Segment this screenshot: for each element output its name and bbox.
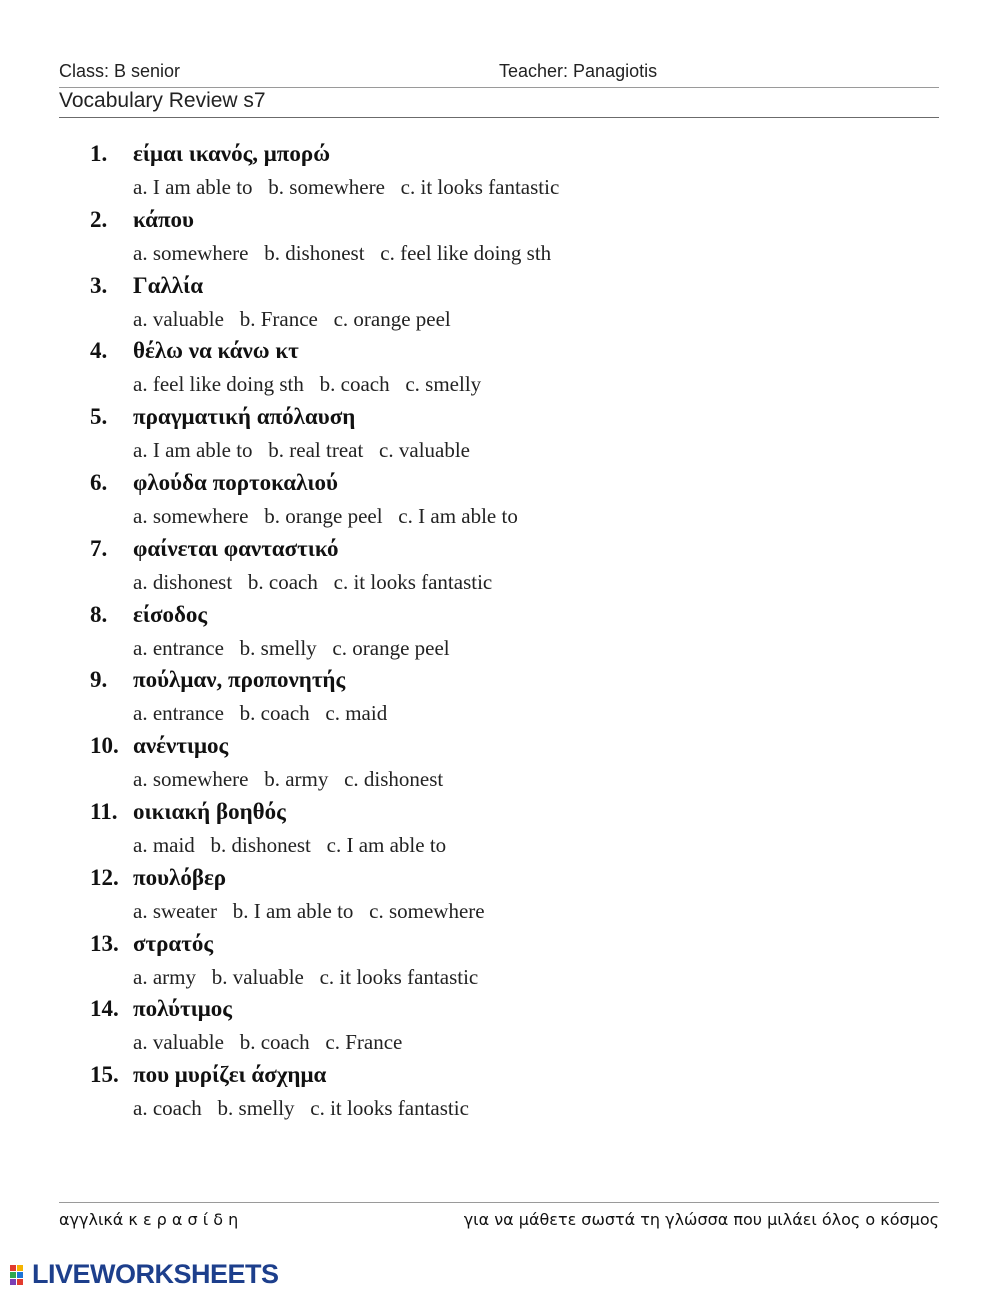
question-prompt: πραγματική απόλαυση xyxy=(133,404,356,430)
question-item xyxy=(90,338,910,404)
question-prompt: κάπου xyxy=(133,206,194,232)
question-prompt: οικιακή βοηθός xyxy=(133,798,286,824)
question-prompt: που μυρίζει άσχημα xyxy=(133,1062,327,1088)
question-item xyxy=(90,996,910,1062)
question-prompt: φαίνεται φανταστικό xyxy=(133,535,339,561)
footer-divider xyxy=(59,1202,939,1203)
question-prompt: είσοδος xyxy=(133,601,208,627)
question-number: 1. xyxy=(90,141,108,166)
logo-blocks-icon xyxy=(10,1263,30,1285)
question-prompt: πολύτιμος xyxy=(133,996,232,1022)
question-number: 9. xyxy=(90,667,108,693)
question-number: 11. xyxy=(90,798,118,824)
class-label: Class: B senior xyxy=(59,61,181,81)
answer-options[interactable]: a. maid b. dishonest c. I am able to xyxy=(133,832,447,857)
answer-options[interactable]: a. somewhere b. orange peel c. I am able to xyxy=(133,503,518,528)
question-prompt: είμαι ικανός, μπορώ xyxy=(133,141,331,166)
question-number: 12. xyxy=(90,864,119,890)
question-number: 2. xyxy=(90,206,108,232)
answer-options[interactable]: a. entrance b. coach c. maid xyxy=(133,701,388,726)
question-item xyxy=(90,931,910,997)
question-number: 5. xyxy=(90,404,108,430)
liveworksheets-logo[interactable] xyxy=(10,1259,279,1289)
question-item xyxy=(90,536,910,602)
answer-options[interactable]: a. coach b. smelly c. it looks fantastic xyxy=(133,1096,469,1121)
question-item xyxy=(90,404,910,470)
header-divider xyxy=(59,87,939,88)
question-number: 8. xyxy=(90,601,108,627)
question-prompt: πούλμαν, προπονητής xyxy=(133,667,346,693)
answer-options[interactable]: a. entrance b. smelly c. orange peel xyxy=(133,635,450,660)
question-number: 6. xyxy=(90,469,108,495)
question-prompt: ανέντιμος xyxy=(133,733,229,759)
question-prompt: θέλω να κάνω κτ xyxy=(133,338,299,364)
question-item xyxy=(90,470,910,536)
question-item xyxy=(90,207,910,273)
question-number: 13. xyxy=(90,930,119,956)
worksheet-header xyxy=(59,61,939,85)
answer-options[interactable]: a. valuable b. France c. orange peel xyxy=(133,306,451,331)
question-prompt: φλούδα πορτοκαλιού xyxy=(133,469,338,495)
question-number: 15. xyxy=(90,1062,119,1088)
question-item xyxy=(90,1062,910,1128)
answer-options[interactable]: a. somewhere b. army c. dishonest xyxy=(133,767,444,792)
question-item xyxy=(90,667,910,733)
question-item xyxy=(90,799,910,865)
footer-left-text: αγγλικά κ ε ρ α σ ί δ η xyxy=(59,1210,239,1229)
question-item xyxy=(90,865,910,931)
question-item xyxy=(90,602,910,668)
answer-options[interactable]: a. valuable b. coach c. France xyxy=(133,1030,403,1055)
question-item xyxy=(90,141,910,207)
answer-options[interactable]: a. army b. valuable c. it looks fantastic xyxy=(133,964,479,989)
question-number: 7. xyxy=(90,535,108,561)
answer-options[interactable]: a. feel like doing sth b. coach c. smelly xyxy=(133,372,482,397)
question-number: 10. xyxy=(90,733,119,759)
worksheet-title: Vocabulary Review s7 xyxy=(59,89,266,112)
teacher-label: Teacher: Panagiotis xyxy=(499,61,658,81)
question-prompt: στρατός xyxy=(133,930,214,956)
question-item xyxy=(90,733,910,799)
answer-options[interactable]: a. I am able to b. somewhere c. it looks fantastic xyxy=(133,175,560,199)
question-prompt: πουλόβερ xyxy=(133,864,227,890)
logo-text: LIVEWORKSHEETS xyxy=(32,1258,279,1289)
question-item xyxy=(90,273,910,339)
answer-options[interactable]: a. I am able to b. real treat c. valuable xyxy=(133,438,471,463)
title-divider xyxy=(59,117,939,118)
question-number: 4. xyxy=(90,338,108,364)
footer-right-text: για να μάθετε σωστά τη γλώσσα που μιλάει όλος ο κόσμος xyxy=(463,1210,939,1229)
answer-options[interactable]: a. sweater b. I am able to c. somewhere xyxy=(133,898,485,923)
question-number: 3. xyxy=(90,272,108,298)
answer-options[interactable]: a. dishonest b. coach c. it looks fantastic xyxy=(133,569,493,594)
question-list xyxy=(90,141,910,1128)
question-number: 14. xyxy=(90,996,119,1022)
answer-options[interactable]: a. somewhere b. dishonest c. feel like doing sth xyxy=(133,240,552,265)
question-prompt: Γαλλία xyxy=(133,272,204,298)
